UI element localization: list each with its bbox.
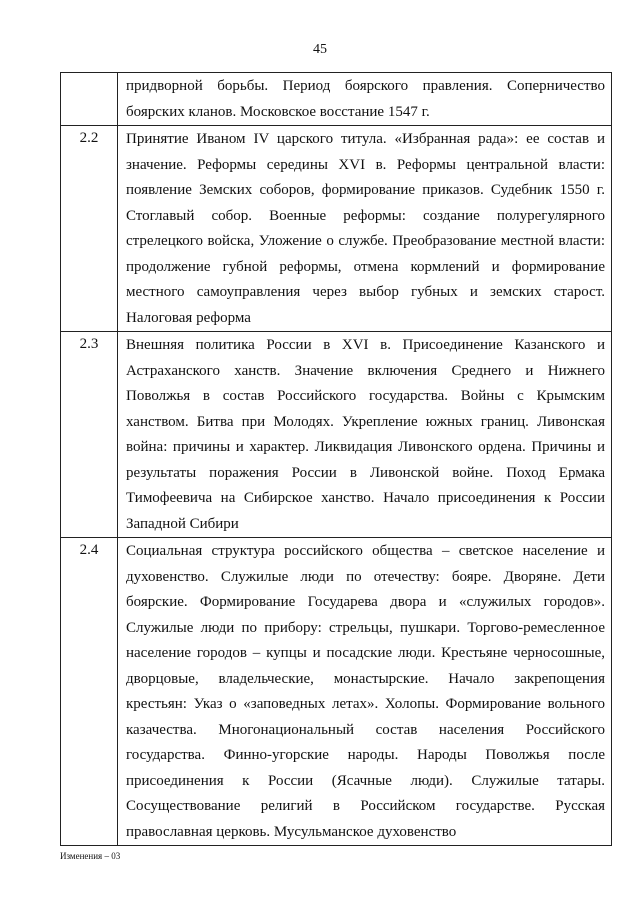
revision-footer: Изменения – 03 bbox=[60, 851, 121, 861]
table-row bbox=[61, 73, 612, 126]
section-text bbox=[118, 332, 612, 538]
section-number bbox=[61, 73, 118, 126]
table-row bbox=[61, 538, 612, 846]
table-row bbox=[61, 332, 612, 538]
page-number: 45 bbox=[313, 42, 327, 57]
section-paragraph: Внешняя политика России в XVI в. Присоединение Казанского и Астраханского ханств. Значение включения Среднего и Нижнего Поволжья в состав Российского государства. Войны с Крымским ханством. Битва при Молодях. Укрепление южных границ. Ливонская война: причины и характер. Ликвидация Ливонского ордена. Причины и результаты поражения России в Ливонской войне. Поход Ермака Тимофеевича на Сибирское ханство. Начало присоединения к России Западной Сибири bbox=[126, 337, 605, 532]
section-number: 2.2 bbox=[61, 126, 118, 332]
section-text bbox=[118, 126, 612, 332]
section-text bbox=[118, 73, 612, 126]
table-row bbox=[61, 126, 612, 332]
section-paragraph: Социальная структура российского общества – светское население и духовенство. Служилые люди по отечеству: бояре. Дворяне. Дети боярские. Формирование Государева двора и «служилых городов». Служилые люди по прибору: стрельцы, пушкари. Торгово-ремесленное население городов – купцы и посадские люди. Крестьяне черносошные, дворцовые, владельческие, монастырские. Начало закрепощения крестьян: Указ о «заповедных летах». Холопы. Формирование вольного казачества. Многонациональный состав населения Российского государства. Финно-угорские народы. Народы Поволжья после присоединения к России (Ясачные люди). Служилые татары. Сосуществование религий в Российском государстве. Русская православная церковь. Мусульманское духовенство bbox=[126, 543, 605, 840]
section-number: 2.4 bbox=[61, 538, 118, 846]
section-paragraph: Принятие Иваном IV царского титула. «Избранная рада»: ее состав и значение. Реформы середины XVI в. Реформы центральной власти: появление Земских соборов, формирование приказов. Судебник 1550 г. Стоглавый собор. Военные реформы: создание полурегулярного стрелецкого войска, Уложение о службе. Преобразование местной власти: продолжение губной реформы, отмена кормлений и формирование местного самоуправления через выбор губных и земских старост. Налоговая реформа bbox=[126, 131, 605, 326]
section-text bbox=[118, 538, 612, 846]
syllabus-table bbox=[60, 72, 612, 846]
section-number: 2.3 bbox=[61, 332, 118, 538]
section-paragraph: придворной борьбы. Период боярского правления. Соперничество боярских кланов. Московское восстание 1547 г. bbox=[126, 78, 605, 120]
